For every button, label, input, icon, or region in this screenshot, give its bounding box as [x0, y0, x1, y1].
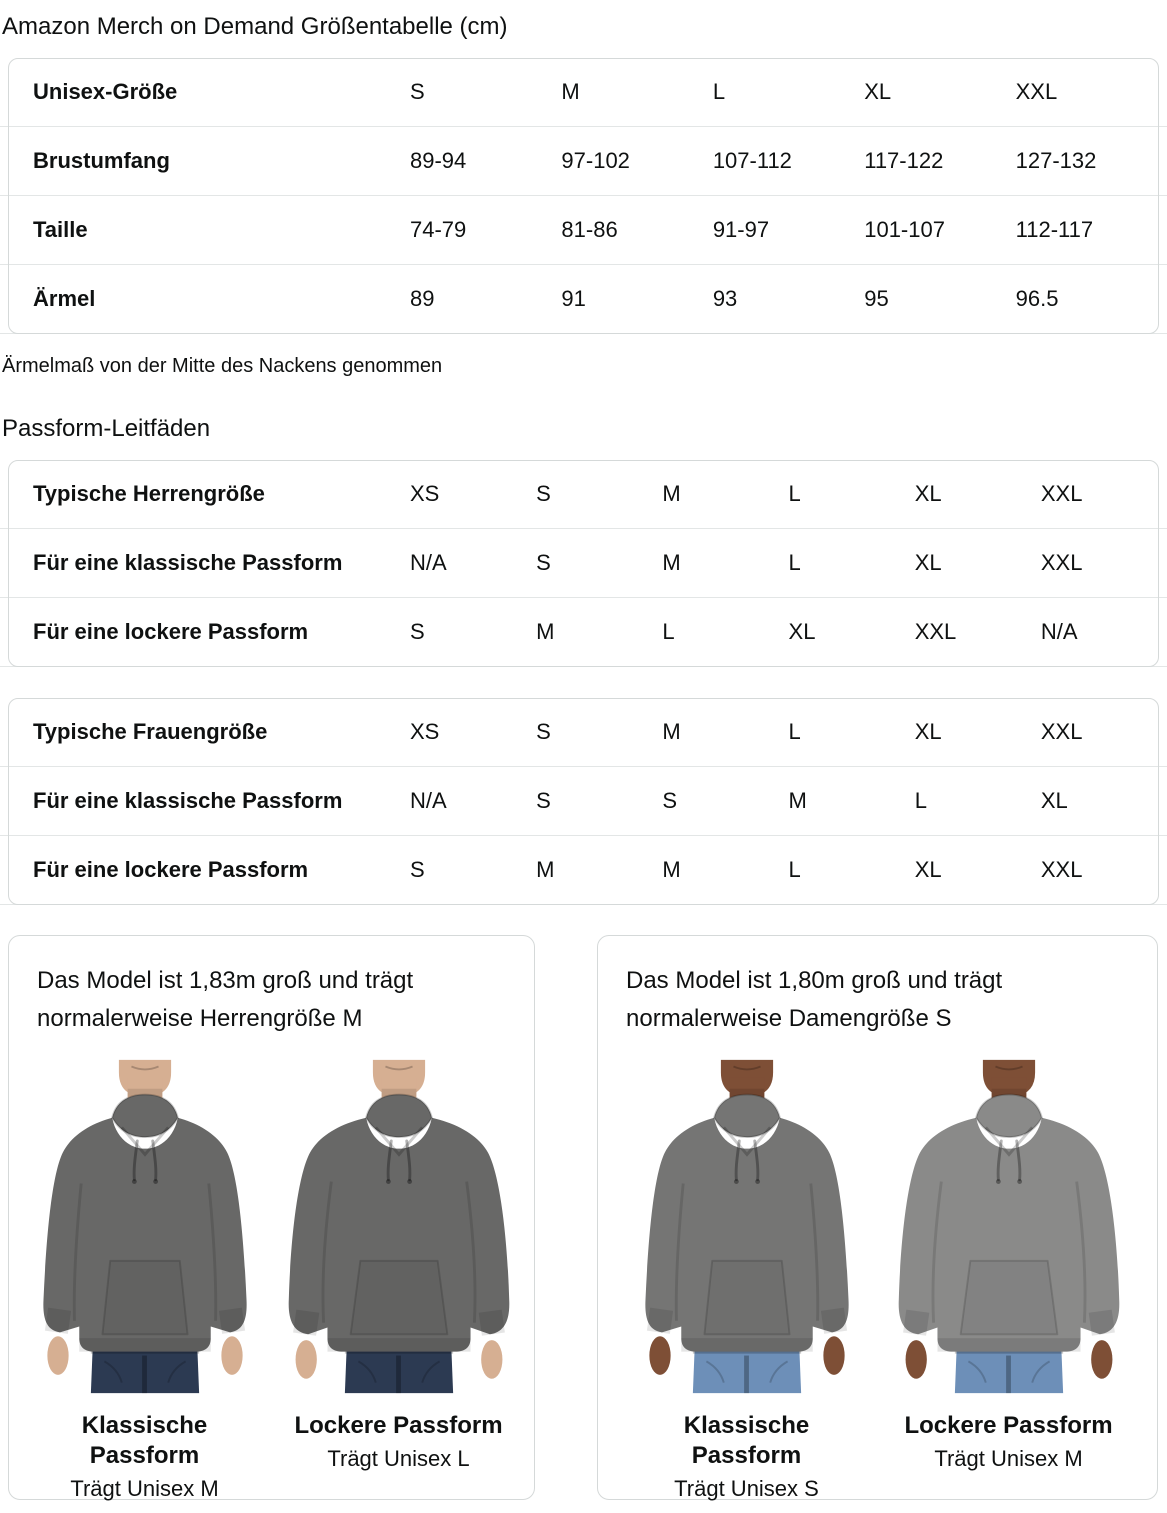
row-label: Für eine lockere Passform: [33, 857, 309, 882]
cell: S: [536, 481, 551, 506]
row-label: Unisex-Größe: [33, 79, 178, 104]
cell: S: [536, 719, 551, 744]
card-heading: Das Model ist 1,83m groß und trägt normalerweise Herrengröße M: [37, 967, 414, 1032]
cell: L: [788, 719, 801, 744]
column-header: XL: [864, 79, 892, 104]
cell: 81-86: [561, 217, 618, 242]
column-header: L: [712, 79, 726, 104]
table-row-sleeve: [0, 265, 1167, 334]
cell: L: [662, 619, 675, 644]
table-row-classic-fit: [0, 529, 1167, 598]
cell: M: [662, 481, 681, 506]
cell: 93: [712, 286, 738, 311]
page-title: Amazon Merch on Demand Größentabelle (cm): [2, 13, 508, 40]
fit-table-men: [0, 460, 1167, 667]
cell: N/A: [410, 788, 447, 813]
fit-label: Klassische Passform: [683, 1412, 810, 1469]
cell: XL: [914, 481, 942, 506]
cell: S: [410, 857, 425, 882]
table-header-row: [0, 58, 1167, 127]
column-header: XXL: [1015, 79, 1058, 104]
cell: S: [536, 550, 551, 575]
size-label: Trägt Unisex L: [327, 1446, 470, 1471]
cell: XXL: [1040, 550, 1083, 575]
cell: XL: [914, 857, 942, 882]
cell: 89: [410, 286, 435, 311]
model-photo-women-classic: [631, 1054, 863, 1399]
cell: L: [788, 857, 801, 882]
size-label: Trägt Unisex M: [934, 1446, 1083, 1471]
cell: S: [536, 788, 551, 813]
size-label: Trägt Unisex S: [674, 1476, 819, 1501]
cell: S: [662, 788, 678, 813]
cell: 107-112: [712, 148, 792, 173]
figure-classic-fit: [25, 1054, 265, 1503]
table-row-waist: [0, 196, 1167, 265]
row-label: Typische Frauengröße: [33, 719, 268, 744]
cell: 127-132: [1015, 148, 1097, 173]
size-label: Trägt Unisex M: [70, 1476, 219, 1501]
cell: 91: [561, 286, 586, 311]
cell: 74-79: [410, 217, 467, 242]
cell: XXL: [1040, 857, 1083, 882]
row-label: Brustumfang: [33, 148, 170, 173]
cell: XS: [410, 481, 440, 506]
cell: 101-107: [864, 217, 945, 242]
fit-guides-title: Passform-Leitfäden: [2, 415, 211, 442]
cell: XL: [1040, 788, 1068, 813]
cell: M: [536, 619, 555, 644]
cell: XS: [410, 719, 440, 744]
figures: [9, 1054, 534, 1503]
fit-label: Lockere Passform: [294, 1412, 503, 1439]
sleeve-footnote: Ärmelmaß von der Mitte des Nackens genommen: [2, 355, 443, 377]
cell: XXL: [1040, 719, 1083, 744]
cell: XL: [914, 550, 942, 575]
table-row-loose-fit: [0, 598, 1167, 667]
cell: 117-122: [864, 148, 944, 173]
fit-table-women: [0, 698, 1167, 905]
figure-loose-fit: [889, 1054, 1129, 1503]
cell: N/A: [410, 550, 447, 575]
cell: M: [662, 550, 681, 575]
table-row-typical-men: [0, 460, 1167, 529]
table-row-chest: [0, 127, 1167, 196]
cell: L: [788, 550, 801, 575]
fit-label: Klassische Passform: [81, 1412, 208, 1469]
fit-label: Lockere Passform: [904, 1412, 1113, 1439]
figure-classic-fit: [627, 1054, 867, 1503]
cell: 96.5: [1015, 286, 1059, 311]
cell: 91-97: [712, 217, 770, 242]
model-photo-men-loose: [283, 1054, 515, 1399]
cell: 97-102: [561, 148, 630, 173]
column-header: M: [561, 79, 580, 104]
table-row-typical-women: [0, 698, 1167, 767]
row-label: Für eine lockere Passform: [33, 619, 309, 644]
size-table: [0, 58, 1167, 334]
row-label: Typische Herrengröße: [33, 481, 265, 506]
model-card-women: [597, 935, 1158, 1500]
figure-loose-fit: [279, 1054, 519, 1503]
model-card-men: [8, 935, 535, 1500]
cell: M: [536, 857, 555, 882]
card-heading: Das Model ist 1,80m groß und trägt normalerweise Damengröße S: [626, 967, 1003, 1032]
cell: N/A: [1040, 619, 1078, 644]
cell: 112-117: [1015, 217, 1094, 242]
cell: S: [410, 619, 425, 644]
cell: XL: [914, 719, 942, 744]
cell: L: [788, 481, 801, 506]
column-header: S: [410, 79, 425, 104]
model-cards: [8, 935, 1167, 1500]
cell: M: [788, 788, 807, 813]
cell: XXL: [1040, 481, 1083, 506]
cell: XL: [788, 619, 816, 644]
cell: L: [914, 788, 927, 813]
cell: 89-94: [410, 148, 467, 173]
cell: XXL: [914, 619, 957, 644]
model-photo-men-classic: [29, 1054, 261, 1399]
row-label: Ärmel: [33, 286, 96, 311]
figures: [598, 1054, 1157, 1503]
row-label: Für eine klassische Passform: [33, 788, 343, 813]
cell: M: [662, 719, 681, 744]
row-label: Taille: [33, 217, 88, 242]
table-row-classic-fit: [0, 767, 1167, 836]
table-row-loose-fit: [0, 836, 1167, 905]
row-label: Für eine klassische Passform: [33, 550, 343, 575]
cell: 95: [864, 286, 889, 311]
cell: M: [662, 857, 681, 882]
model-photo-women-loose: [893, 1054, 1125, 1399]
